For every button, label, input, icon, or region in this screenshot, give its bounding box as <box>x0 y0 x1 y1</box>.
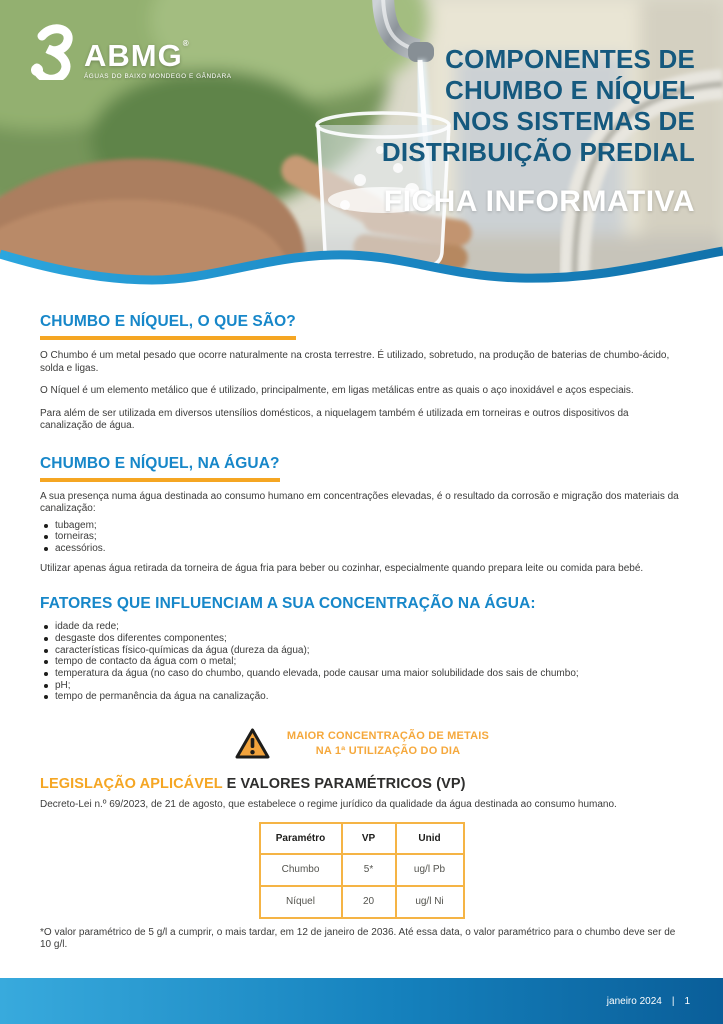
warning-text: MAIOR CONCENTRAÇÃO DE METAIS NA 1ª UTILIZAÇÃO DO DIA <box>286 729 490 757</box>
wave-divider <box>0 238 723 300</box>
section-what-are <box>40 313 683 433</box>
list-item: pH; <box>40 680 683 692</box>
paragraph: Decreto-Lei n.º 69/2023, de 21 de agosto, que estabelece o regime jurídico da qualidade da água destinada ao consumo humano. <box>40 799 617 811</box>
column-header: Unid <box>396 823 464 854</box>
list-item: acessórios. <box>40 543 683 555</box>
document-title <box>382 44 695 219</box>
section-heading: CHUMBO E NÍQUEL, O QUE SÃO? <box>40 313 296 330</box>
table-cell: ug/l Pb <box>396 854 464 886</box>
legislation-heading-rest: E VALORES PARAMÉTRICOS (VP) <box>222 776 466 793</box>
table-row <box>260 854 464 886</box>
list-item: torneiras; <box>40 531 683 543</box>
content <box>0 300 723 952</box>
heading-underline <box>40 478 280 482</box>
paragraph: O Níquel é um elemento metálico que é utilizado, principalmente, em ligas metálicas entre as quais o aço inoxidável e aços especiais. <box>40 385 634 396</box>
list-item: tempo de contacto da água com o metal; <box>40 656 683 668</box>
footer-separator: | <box>671 995 675 1007</box>
title-line: DISTRIBUIÇÃO PREDIAL <box>381 137 695 167</box>
table-cell: 5* <box>342 854 396 886</box>
footer-page-number: 1 <box>684 995 690 1007</box>
parametric-values-table <box>259 822 465 919</box>
legislation-heading <box>40 776 683 792</box>
footnote: *O valor paramétrico de 5 g/l a cumprir, o mais tardar, em 12 de janeiro de 2036. Até essa data, o valor paramétrico para o chumbo deve ser de 10 g/l. <box>40 926 676 951</box>
list-item: temperatura da água (no caso do chumbo, quando elevada, pode causar uma maior solubilidade dos sais de chumbo; <box>40 668 683 680</box>
abmg-logo <box>26 22 232 80</box>
section-legislation <box>40 776 683 952</box>
column-header: VP <box>342 823 396 854</box>
list-item: desgaste dos diferentes componentes; <box>40 633 683 645</box>
title-line: NOS SISTEMAS DE <box>452 106 695 136</box>
table-cell: 20 <box>342 886 396 918</box>
section-heading: FATORES QUE INFLUENCIAM A SUA CONCENTRAÇÃO NA ÁGUA: <box>40 595 536 613</box>
table-cell: Níquel <box>260 886 342 918</box>
paragraph: Para além de ser utilizada em diversos utensílios domésticos, a niquelagem também é utilizada em torneiras e outros dispositivos da canalização de água. <box>40 407 629 431</box>
paragraph: Utilizar apenas água retirada da torneira de água fria para beber ou cozinhar, especialmente quando prepara leite ou comida para bebé. <box>40 562 644 574</box>
title-line: CHUMBO E NÍQUEL <box>445 75 695 105</box>
table-row <box>260 886 464 918</box>
table-header-row <box>260 823 464 854</box>
legislation-heading-highlight: LEGISLAÇÃO APLICÁVEL <box>40 776 223 793</box>
logo-brand-text: ABMG® <box>84 37 190 73</box>
heading-underline <box>40 336 296 340</box>
list-item: tubagem; <box>40 520 683 532</box>
footer-date: janeiro 2024 <box>606 995 662 1007</box>
column-header: Paramétro <box>260 823 342 854</box>
warning-callout <box>40 727 683 760</box>
title-line: COMPONENTES DE <box>445 44 695 74</box>
bullet-list <box>40 520 683 555</box>
list-item: tempo de permanência da água na canalização. <box>40 691 683 703</box>
warning-triangle-icon <box>234 727 271 760</box>
section-in-water <box>40 455 683 576</box>
section-heading: CHUMBO E NÍQUEL, NA ÁGUA? <box>40 454 280 472</box>
list-item: idade da rede; <box>40 621 683 633</box>
table-cell: Chumbo <box>260 854 342 886</box>
paragraph: A sua presença numa água destinada ao consumo humano em concentrações elevadas, é o resultado da corrosão e migração dos materiais da canalização: <box>40 490 679 514</box>
section-factors <box>40 595 683 703</box>
list-item: características físico-químicas da água (dureza da água); <box>40 645 683 657</box>
table-cell: ug/l Ni <box>396 886 464 918</box>
paragraph: O Chumbo é um metal pesado que ocorre naturalmente na crosta terrestre. É utilizado, sobretudo, na produção de baterias de chumbo-ácido, solda e ligas. <box>40 350 670 374</box>
page-footer <box>0 978 723 1024</box>
logo-tagline: ÁGUAS DO BAIXO MONDEGO E GÂNDARA <box>84 72 232 80</box>
registered-trademark-icon: ® <box>182 38 190 48</box>
abmg-logo-swirl-icon <box>26 22 78 80</box>
document-subtitle: FICHA INFORMATIVA <box>383 185 695 218</box>
bullet-list <box>40 621 683 703</box>
hero-header <box>0 0 723 300</box>
